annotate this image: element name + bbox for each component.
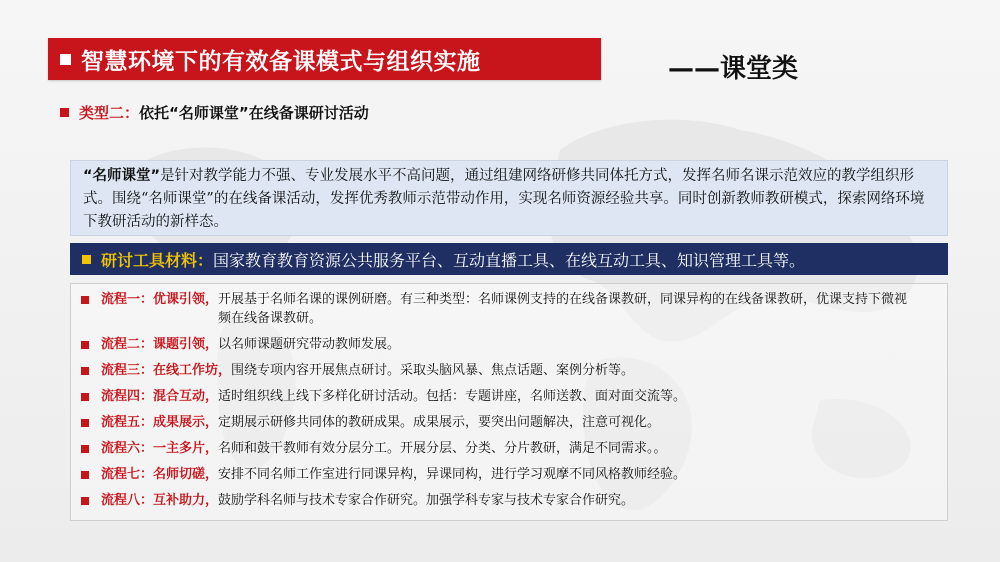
square-bullet-icon: [81, 296, 89, 304]
list-item: [81, 335, 400, 354]
square-bullet-icon: [81, 367, 89, 375]
square-bullet-icon: [81, 497, 89, 505]
step-label: 流程六：一主多片，: [101, 441, 219, 456]
step-text: 开展基于名师名课的课例研磨。有三种类型：名师课例支持的在线备课教研，同课异构的在线备课教研，优课支持下微视频在线备课教研。: [218, 292, 908, 326]
square-bullet-icon: [81, 393, 89, 401]
list-item: [81, 361, 634, 380]
intro-text: 是针对教学能力不强、专业发展水平不高问题，通过组建网络研修共同体托方式，发挥名师名课示范效应的教学组织形式。围绕“名师课堂”的在线备课活动，发挥优秀教师示范带动作用，实现名师资源经验共享。同时创新教师教研模式，探索网络环境下教研活动的新样态。: [83, 168, 925, 230]
step-label: 流程三：在线工作坊，: [101, 363, 232, 378]
step-text: 名师和鼓干教师有效分层分工。开展分层、分类、分片教研，满足不同需求。。: [218, 441, 667, 456]
square-bullet-icon: [81, 419, 89, 427]
step-label: 流程一：优课引领，: [101, 292, 219, 307]
step-label: 流程七：名师切磋，: [101, 467, 219, 482]
step-text: 鼓励学科名师与技术专家合作研究。加强学科专家与技术专家合作研究。: [218, 493, 635, 508]
list-item: [81, 413, 660, 432]
step-label: 流程五：成果展示，: [101, 415, 219, 430]
intro-box: [70, 160, 948, 236]
square-bullet-icon: [81, 445, 89, 453]
subtitle-label: 类型二：: [79, 104, 140, 122]
title-bar: [48, 38, 601, 80]
list-item: [81, 465, 686, 484]
tools-bar: [70, 243, 948, 275]
step-label: 流程八：互补助力，: [101, 493, 219, 508]
list-item: [81, 290, 908, 328]
page-title: 智慧环境下的有效备课模式与组织实施: [81, 48, 481, 75]
steps-box: [70, 283, 948, 521]
step-text: 定期展示研修共同体的教研成果。成果展示，要突出问题解决，注意可视化。: [218, 415, 661, 430]
title-square-icon: [60, 54, 71, 65]
list-item: [81, 439, 667, 458]
tools-text: 国家教育教育资源公共服务平台、互动直播工具、在线互动工具、知识管理工具等。: [213, 250, 806, 270]
subtitle-text: 依托“名师课堂”在线备课研讨活动: [139, 104, 369, 122]
intro-lead: “名师课堂”: [83, 168, 161, 184]
step-label: 流程二：课题引领，: [101, 337, 219, 352]
square-bullet-icon: [81, 471, 89, 479]
category-label: ——课堂类: [668, 54, 799, 84]
subtitle: [60, 102, 369, 123]
step-text: 围绕专项内容开展焦点研讨。采取头脑风暴、焦点话题、案例分析等。: [231, 363, 635, 378]
step-label: 流程四：混合互动，: [101, 389, 219, 404]
list-item: [81, 387, 686, 406]
step-text: 以名师课题研究带动教师发展。: [218, 337, 401, 352]
list-item: [81, 491, 634, 510]
step-text: 安排不同名师工作室进行同课异构，异课同构，进行学习观摩不同风格教师经验。: [218, 467, 687, 482]
tools-label: 研讨工具材料：: [101, 250, 214, 270]
square-bullet-icon: [81, 341, 89, 349]
square-bullet-icon: [82, 255, 91, 264]
square-bullet-icon: [60, 108, 69, 117]
step-text: 适时组织线上线下多样化研讨活动。包括：专题讲座，名师送教、面对面交流等。: [218, 389, 687, 404]
